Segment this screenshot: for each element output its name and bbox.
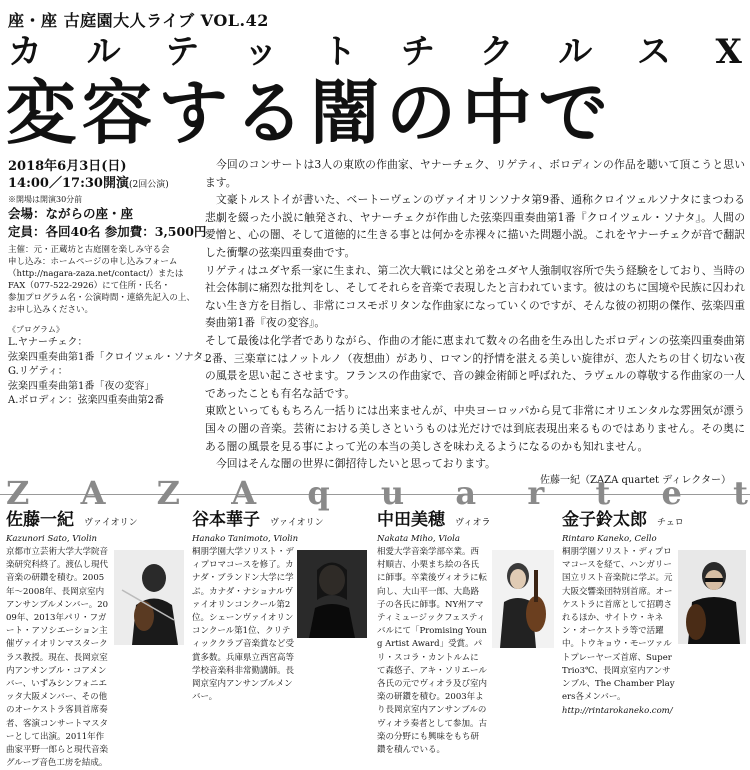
subtitle-char: ト <box>322 32 357 72</box>
logo-letter: a <box>455 474 477 512</box>
venue: 会場：ながらの座・座 <box>8 206 134 221</box>
member-nakata <box>377 510 554 757</box>
program-item: 弦楽四重奏曲第1番「クロイツェル・ソナタ」 <box>8 351 214 363</box>
logo-letter: Z <box>156 474 181 512</box>
cellist-silhouette-icon <box>678 550 746 644</box>
member-bio: 京都市立芸術大学大学院音楽研究科終了。渡仏し現代音楽の研鑽を積む。2005年〜2008年、長岡京室内アンサンブルメンバー。2009年、2013年パリ・フガート・アソシエーション主催ヴァイオリンマスタークラス教授。現在、長岡京室内アンサンブル・コアメンバー、いずみシンフォニエッタ大阪メンバー、その他のオーケストラ客員首席奏者、客演コンサートマスターとして出演。2011年作曲家平野一郎らと現代音楽グループ音色工房を結成。 <box>6 547 109 769</box>
member-instrument: チェロ <box>657 518 684 528</box>
intro-paragraph: 東欧といってももちろん一括りには出来ませんが、中央ヨーロッパから見て非常にオリエンタルな雰囲気が漂う国々の闇の音楽。芸術における美しさというものは光だけでは到底表現出来るものではありません。その奥にある闇の風景を見る事によって光の本当の美しさを味わえるようになるのかも知れません。 <box>205 404 745 453</box>
logo-letter: A <box>80 474 106 512</box>
concert-info <box>8 158 214 409</box>
contact-line: お申し込みください。 <box>8 305 94 315</box>
intro-paragraph: リゲティはユダヤ系一家に生まれ、第二次大戦には父と弟をユダヤ人強制収容所で失う経験をしており、当時の社会体制に痛烈な批判をし、そしてそれらを音楽で表現したと言われています。彼はのちに国境や民族に囚われない生き方を目指し、非常にコスモポリタンな作曲家になっていくのですが、そんな彼の初期の傑作、弦楽四重奏曲第1番『夜の変容』。 <box>205 263 745 330</box>
member-tanimoto <box>192 510 367 704</box>
member-photo-violinist <box>297 550 367 638</box>
subtitle-char: X <box>715 32 742 72</box>
concert-time <box>8 175 200 194</box>
member-bio: 桐朋学園ソリスト・ディプロマコースを経て、ハンガリー国立リスト音楽院に学ぶ。元大阪交響楽団特別首席。オーケストラに首席として招聘されるほか、サイトウ・キネン・オーケストラ等で活躍中。トウキョウ・モーツァルトプレーヤーズ首席、Super Trio3℃、長岡京室内アンサンブル、The Chamber Players各メンバー。 <box>562 547 675 703</box>
series-title: 座・座 古庭園大人ライブ VOL.42 <box>8 11 269 30</box>
logo-letter: e <box>661 474 682 512</box>
intro-paragraph: そして最後は化学者でありながら、作曲の才能に恵まれて数々の名曲を生み出したボロディンの弦楽四重奏曲第2番、三楽章にはノットルノ（夜想曲）があり、ロマン的抒情を湛える美しい旋律が、恋人たちの甘く切ない夜の風景を思い起こさせます。フランスの作曲家で、音の錬金術師と呼ばれた、ラヴェルの尊敬する作曲家の一人であったことも有名な話です。 <box>205 333 745 400</box>
logo-letter: q <box>307 474 330 512</box>
start-times: 14:00／17:30開演 <box>8 176 129 191</box>
subtitle-char: チ <box>401 32 436 72</box>
subtitle-char: ル <box>86 32 121 72</box>
member-name: 金子鈴太郎 <box>562 510 647 530</box>
contact-line: 主催：元・正蔵坊と古庭園を楽しみ守る会 <box>8 245 170 255</box>
logo-letter: A <box>231 474 257 512</box>
member-photo-violinist <box>114 550 184 645</box>
logo-letter: Z <box>6 474 30 512</box>
subtitle-char: カ <box>8 32 42 72</box>
program-item: L.ヤナーチェク： <box>8 337 88 348</box>
member-instrument: ヴァイオリン <box>270 518 324 528</box>
program-item: A.ボロディン：弦楽四重奏曲第2番 <box>8 395 164 406</box>
zaza-quartet-logo <box>6 476 748 510</box>
member-name: 佐藤一紀 <box>6 510 74 530</box>
violist-silhouette-icon <box>492 550 554 648</box>
intro-paragraph: 文豪トルストイが書いた、ベートーヴェンのヴァイオリンソナタ第9番、通称クロイツェルソナタにまつわる悲劇を綴った小説に触発され、ヤナーチェクが作曲した弦楽四重奏曲第1番『クロイツェル・ソナタ』。人間の愛憎と、心の闇、そして道徳的に生きる事とは何かを赤裸々に描いた問題小説。これをヤナーチェクが音で翻訳した衝撃の弦楽四重奏曲です。 <box>205 193 745 259</box>
member-bio: 相愛大学音楽学部卒業。西村順吉、小栗まち絵の各氏に師事。卒業後ヴィオラに転向し、大山平一郎、大島路子の各氏に師事。NY州アマティミュージックフェスティバルにて「Promising Young Artist Award」受賞。パリ・スコラ・カントルムにて森悠子、アキ・ソリエール各氏の元でヴィオラ及び室内楽の研鑽を積む。2003年より長岡京室内アンサンブルのヴィオラ奏者として参加。古楽の分野にも興味をもち研鑽を積んでいる。 <box>377 547 487 756</box>
member-instrument: ヴァイオリン <box>84 518 138 528</box>
logo-letter: t <box>595 474 611 512</box>
subtitle-kalteto-chikulus-x <box>8 33 742 71</box>
program-item: 弦楽四重奏曲第1番「夜の変容」 <box>8 380 155 392</box>
intro-text <box>205 156 745 473</box>
violinist-silhouette-icon <box>297 550 367 638</box>
logo-letter: r <box>527 474 545 512</box>
member-instrument: ヴィオラ <box>455 518 491 528</box>
program-item: G.リゲティ： <box>8 366 68 377</box>
intro-paragraph: 今回のコンサートは3人の東欧の作曲家、ヤナーチェク、リゲティ、ボロディンの作品を聴いて頂こうと思います。 <box>205 158 745 189</box>
program <box>8 324 214 409</box>
main-title: 変容する闇の中で <box>6 71 614 154</box>
subtitle-char: テ <box>165 32 200 72</box>
contact-info <box>8 244 200 316</box>
member-name: 谷本華子 <box>192 510 260 530</box>
member-photo-cellist <box>678 550 746 644</box>
subtitle-char: ッ <box>243 32 278 72</box>
contact-line: 参加プログラム名・公演時間・連絡先記入の上、 <box>8 293 195 303</box>
door-note: ※開場は開演30分前 <box>8 195 83 204</box>
violinist-silhouette-icon <box>114 550 184 645</box>
member-bio: 桐朋学園大学ソリスト・ディプロマコースを修了。カナダ・ブランドン大学に学ぶ。カナダ・ナショナルヴァイオリンコンクール第2位。シェーンヴァイオリンコンクール第1位、クリティッククラブ音楽賞など受賞多数。兵庫県立西宮高等学校音楽科非常勤講師。長岡京室内アンサンブルメンバー。 <box>192 547 295 703</box>
logo-letter: t <box>733 474 748 512</box>
member-sato <box>6 510 184 770</box>
concert-date: 2018年6月3日(日) <box>8 159 127 174</box>
member-roman-name: Kazunori Sato, Violin <box>6 534 98 544</box>
intro-paragraph: 今回はそんな闇の世界に御招待したいと思っております。 <box>216 457 496 471</box>
program-label: 《プログラム》 <box>8 325 64 334</box>
signature: 佐藤一紀（ZAZA quartet ディレクター） <box>540 475 732 486</box>
contact-url[interactable]: （http://nagara-zaza.net/contact/）または <box>8 269 184 279</box>
subtitle-char: ク <box>479 32 514 72</box>
member-roman-name: Rintaro Kaneko, Cello <box>562 534 657 544</box>
time-note: (2回公演) <box>128 180 169 190</box>
member-website-link[interactable]: http://rintarokaneko.com/ <box>562 706 673 717</box>
member-name: 中田美穂 <box>377 510 445 530</box>
member-kaneko <box>562 510 746 718</box>
contact-line: 申し込み：ホームページの申し込みフォーム <box>8 257 178 267</box>
contact-line: FAX（077-522-2926）にて住所・氏名・ <box>8 281 171 291</box>
subtitle-char: ス <box>636 32 671 72</box>
member-roman-name: Hanako Tanimoto, Violin <box>192 534 299 544</box>
logo-letter: u <box>380 474 405 512</box>
member-roman-name: Nakata Miho, Viola <box>377 534 460 544</box>
capacity-fee: 定員：各回40名 参加費：3,500円 <box>8 224 207 239</box>
member-photo-violist <box>492 550 554 648</box>
subtitle-char: ル <box>558 32 593 72</box>
